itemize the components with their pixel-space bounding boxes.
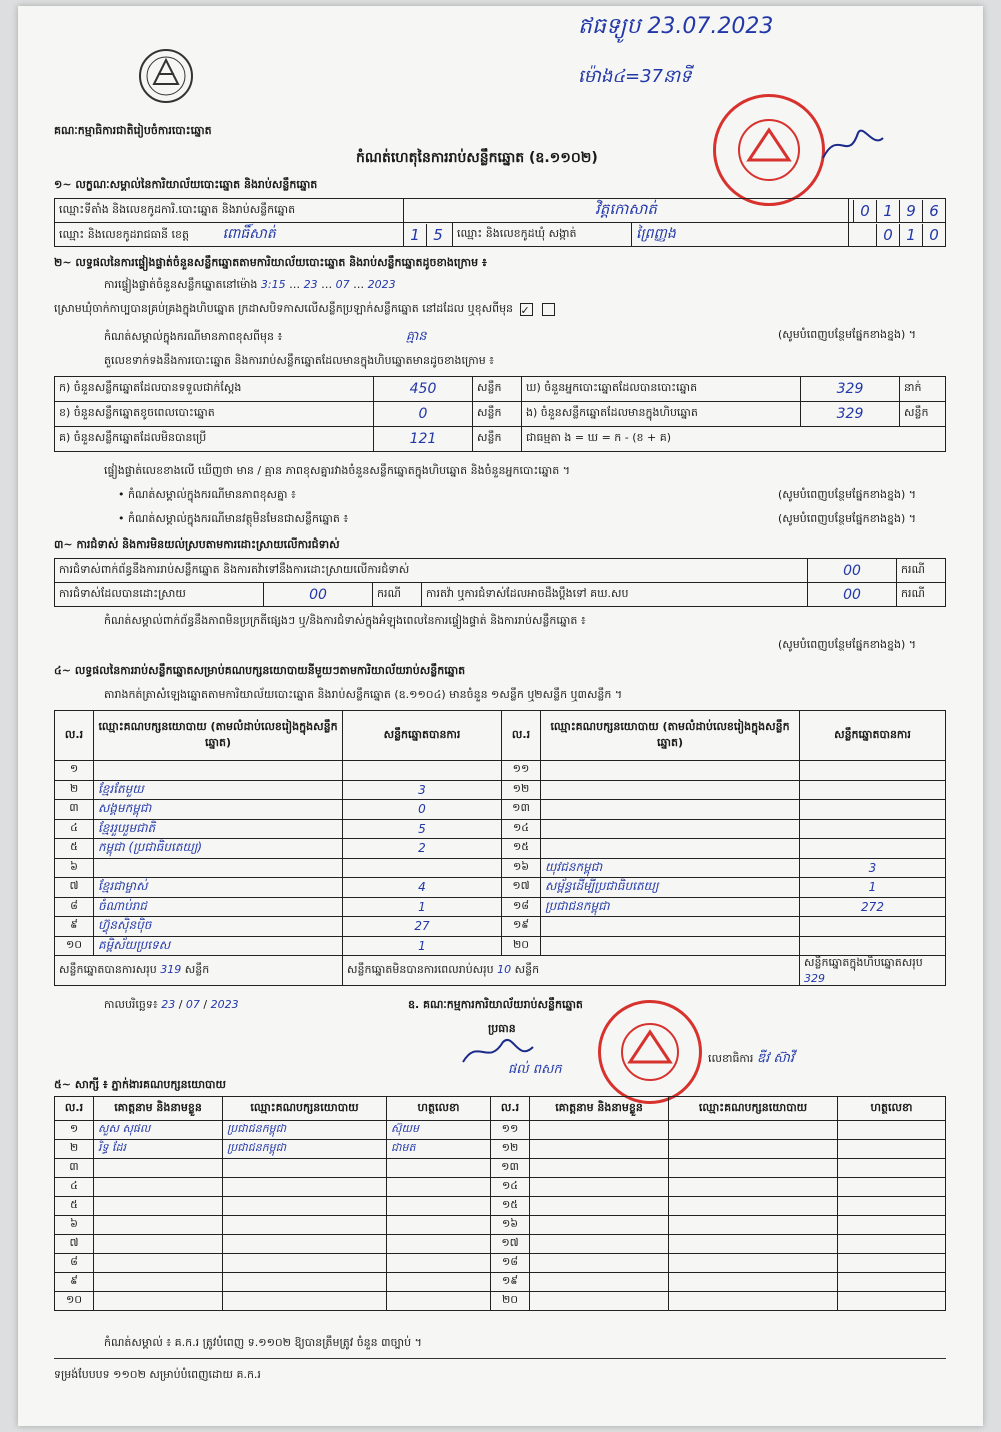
col-no: ល.រ bbox=[55, 1097, 94, 1121]
irregularities-note: កំណត់សម្គាល់ពាក់ព័ន្ធនឹងភាពមិនប្រក្រតីផ្សេងៗ ឬ/និងការជំទាស់ក្នុងអំឡុងពេលនៃការផ្ទៀងផ្ទាត់ និងការរាប់សន្លឹកឆ្នោត ៖ bbox=[104, 614, 586, 627]
witness-party bbox=[669, 1140, 838, 1159]
witness-number: ១២ bbox=[491, 1140, 530, 1159]
figure-value: 329 bbox=[801, 402, 900, 427]
location-value: វិត្តកោសាត់ bbox=[404, 199, 849, 223]
figure-label: ឃ) ចំនួនអ្នកបោះឆ្នោតដែលបានបោះឆ្នោត bbox=[522, 377, 801, 402]
date-day: 23 bbox=[161, 998, 176, 1011]
location-label: ឈ្មោះទីតាំង និងលេខកូដការិ.បោះឆ្នោត និងរាប់សន្លឹកឆ្នោត bbox=[55, 199, 404, 223]
results-row bbox=[55, 917, 946, 937]
witness-signature bbox=[838, 1273, 946, 1292]
witness-name bbox=[94, 1159, 223, 1178]
witness-name bbox=[530, 1178, 669, 1197]
figure-label: ខ) ចំនួនសន្លឹកឆ្នោតខូចពេលបោះឆ្នោត bbox=[55, 402, 374, 427]
footer-divider bbox=[54, 1358, 946, 1359]
col-name: គោត្តនាម និងនាមខ្លួន bbox=[530, 1097, 669, 1121]
witness-signature bbox=[387, 1254, 491, 1273]
sum-valid-cell: សន្លឹកឆ្នោតបានការសរុប 319 សន្លឹក bbox=[55, 956, 343, 986]
figure-unit: សន្លឹក bbox=[900, 402, 946, 427]
witness-party bbox=[223, 1159, 387, 1178]
party-votes bbox=[343, 761, 502, 781]
witness-row bbox=[55, 1121, 946, 1140]
date-month: 07 bbox=[185, 998, 200, 1011]
party-votes: 27 bbox=[343, 917, 502, 937]
party-number: ១៤ bbox=[502, 819, 541, 839]
appeal-unit: ករណី bbox=[897, 583, 946, 607]
party-name: សង្គមកម្ពុជា bbox=[94, 800, 343, 820]
results-row bbox=[55, 839, 946, 859]
witness-row bbox=[55, 1197, 946, 1216]
results-row bbox=[55, 878, 946, 898]
witness-party bbox=[223, 1273, 387, 1292]
official-stamp-top bbox=[713, 94, 825, 206]
witness-party bbox=[223, 1254, 387, 1273]
section2-heading: ២~ លទ្ធផលនៃការផ្ទៀងផ្ទាត់ចំនួនសន្លឹកឆ្នោតតាមការិយាល័យបោះឆ្នោត និងរាប់សន្លឹកឆ្នោតដូចខាងក្រោម ៖ bbox=[54, 256, 487, 269]
party-name: យុវជនកម្ពុជា bbox=[541, 858, 800, 878]
signature-top bbox=[818, 118, 888, 172]
chief-label: ប្រធាន bbox=[488, 1022, 516, 1035]
section3-heading: ៣~ ការជំទាស់ និងការមិនយល់ស្របតាមការដោះស្រាយលើការជំទាស់ bbox=[54, 538, 340, 551]
witness-number: ១៦ bbox=[491, 1216, 530, 1235]
witness-row bbox=[55, 1140, 946, 1159]
witness-number: ១៨ bbox=[491, 1254, 530, 1273]
complaints-unit: ករណី bbox=[897, 559, 946, 583]
figure-unit: សន្លឹក bbox=[473, 427, 522, 452]
col-party: ឈ្មោះគណបក្សនយោបាយ (តាមលំដាប់លេខរៀងក្នុងសន្លឹកឆ្នោត) bbox=[94, 711, 343, 761]
figure-label: ក) ចំនួនសន្លឹកឆ្នោតដែលបានទទួលជាក់ស្តែង bbox=[55, 377, 374, 402]
appeal-label: ការតវ៉ា ឬការជំទាស់ដែលអាចដឹងប្តឹងទៅ គឃ.សប bbox=[422, 583, 808, 607]
party-name: ហ៊្វុនស៊ិនប៉ិច bbox=[94, 917, 343, 937]
bullet-foreign-objects: • កំណត់សម្គាល់ក្នុងករណីមានវត្ថុមិនមែនជាសន្លឹកឆ្នោត ៖ bbox=[118, 512, 349, 525]
witness-signature bbox=[387, 1178, 491, 1197]
party-votes bbox=[800, 839, 946, 859]
resolved-value: 00 bbox=[264, 583, 373, 607]
committee-label: ឧ. គណៈកម្មការការិយាល័យរាប់សន្លឹកឆ្នោត bbox=[408, 998, 583, 1011]
party-number: ១០ bbox=[55, 936, 94, 956]
col-party: ឈ្មោះគណបក្សនយោបាយ bbox=[223, 1097, 387, 1121]
witness-party bbox=[223, 1235, 387, 1254]
party-name: សម្ព័ន្ធដើម្បីប្រជាធិបតេយ្យ bbox=[541, 878, 800, 898]
witness-party bbox=[669, 1178, 838, 1197]
witness-number: ១០ bbox=[55, 1292, 94, 1311]
witness-party bbox=[223, 1178, 387, 1197]
location-code-digit: 6 bbox=[922, 200, 945, 222]
location-code-digit: 1 bbox=[876, 200, 899, 222]
location-code-digit: 0 bbox=[853, 200, 876, 222]
witness-name: សួស សុផល bbox=[94, 1121, 223, 1140]
col-no: ល.រ bbox=[55, 711, 94, 761]
party-votes: 5 bbox=[343, 819, 502, 839]
form-title: កំណត់ហេតុនៃការរាប់សន្លឹកឆ្នោត (ឧ.១១០២) bbox=[356, 150, 598, 166]
figure-value: 0 bbox=[374, 402, 473, 427]
verification-day: 23 bbox=[303, 278, 318, 291]
party-name bbox=[94, 761, 343, 781]
changed-checkbox[interactable] bbox=[542, 303, 555, 316]
witness-name bbox=[530, 1140, 669, 1159]
sum-box-value: 329 bbox=[804, 972, 825, 985]
party-name bbox=[541, 761, 800, 781]
received-time-note: ម៉ោង៤=37នាទី bbox=[578, 66, 692, 87]
commune-code-digit: 0 bbox=[876, 224, 899, 246]
witness-number: ១៤ bbox=[491, 1178, 530, 1197]
witness-party bbox=[669, 1121, 838, 1140]
witness-name bbox=[530, 1254, 669, 1273]
witness-name bbox=[530, 1197, 669, 1216]
party-number: ១៥ bbox=[502, 839, 541, 859]
witness-signature: ស៊ុយម bbox=[387, 1121, 491, 1140]
witness-name bbox=[530, 1273, 669, 1292]
witness-party: ប្រជាជនកម្ពុជា bbox=[223, 1140, 387, 1159]
party-votes: 2 bbox=[343, 839, 502, 859]
party-votes bbox=[800, 819, 946, 839]
section1-heading: ១~ លក្ខណៈសម្គាល់នៃការិយាល័យបោះឆ្នោត និងរាប់សន្លឹកឆ្នោត bbox=[54, 178, 318, 191]
party-votes: 272 bbox=[800, 897, 946, 917]
witness-row bbox=[55, 1216, 946, 1235]
witness-number: ១៩ bbox=[491, 1273, 530, 1292]
witness-name bbox=[530, 1235, 669, 1254]
witness-signature bbox=[838, 1159, 946, 1178]
figures-row bbox=[55, 377, 946, 402]
witness-number: ៣ bbox=[55, 1159, 94, 1178]
party-name: ប្រជាជនកម្ពុជា bbox=[541, 897, 800, 917]
witness-name bbox=[94, 1273, 223, 1292]
unchanged-checkbox[interactable]: ✓ bbox=[520, 303, 533, 316]
col-votes: សន្លឹកឆ្នោតបានការ bbox=[343, 711, 502, 761]
witness-number: ៤ bbox=[55, 1178, 94, 1197]
witness-signature bbox=[387, 1292, 491, 1311]
witness-name bbox=[530, 1159, 669, 1178]
party-name: ខ្មែររួបរួមជាតិ bbox=[94, 819, 343, 839]
party-votes: 3 bbox=[343, 780, 502, 800]
col-no: ល.រ bbox=[502, 711, 541, 761]
results-intro: តារាងកត់ត្រាសំឡេងឆ្នោតតាមការិយាល័យបោះឆ្នោត និងរាប់សន្លឹកឆ្នោត (ឧ.១១០៤) មានចំនួន ១សន្លឹក ឬ២សន្លឹក ឬ៣សន្លឹក ។ bbox=[104, 688, 623, 701]
witness-number: ១៥ bbox=[491, 1197, 530, 1216]
witness-name bbox=[94, 1254, 223, 1273]
witness-name bbox=[530, 1216, 669, 1235]
witness-signature bbox=[838, 1216, 946, 1235]
witness-row bbox=[55, 1178, 946, 1197]
complaints-label: ការជំទាស់ពាក់ព័ន្ធនឹងការរាប់សន្លឹកឆ្នោត និងការតវ៉ាទៅនឹងការដោះស្រាយលើការជំទាស់ bbox=[55, 559, 808, 583]
witness-name bbox=[94, 1235, 223, 1254]
col-party: ឈ្មោះគណបក្សនយោបាយ (តាមលំដាប់លេខរៀងក្នុងសន្លឹកឆ្នោត) bbox=[541, 711, 800, 761]
section5-heading: ៥~ សាក្សី ៖ ភ្នាក់ងារគណបក្សនយោបាយ bbox=[54, 1078, 227, 1091]
col-sign: ហត្ថលេខា bbox=[387, 1097, 491, 1121]
commune-value: ព្រៃញ្ញង bbox=[632, 223, 849, 247]
party-number: ១៩ bbox=[502, 917, 541, 937]
party-name: កម្ពុជា (ប្រជាធិបតេយ្យ) bbox=[94, 839, 343, 859]
section4-heading: ៤~ លទ្ធផលនៃការរាប់សន្លឹកឆ្នោតសម្រាប់គណបក្សនយោបាយនីមួយៗតាមការិយាល័យរាប់សន្លឹកឆ្នោត bbox=[54, 664, 466, 677]
verification-time: 3:15 bbox=[260, 278, 286, 291]
figures-table bbox=[54, 376, 946, 452]
witness-number: ៥ bbox=[55, 1197, 94, 1216]
resolved-unit: ករណី bbox=[373, 583, 422, 607]
figure-unit: សន្លឹក bbox=[473, 402, 522, 427]
chief-signature bbox=[458, 1032, 538, 1076]
witness-party bbox=[223, 1197, 387, 1216]
witness-signature bbox=[387, 1197, 491, 1216]
date-year: 2023 bbox=[210, 998, 239, 1011]
party-number: ១៣ bbox=[502, 800, 541, 820]
witness-party bbox=[669, 1273, 838, 1292]
commune-code bbox=[849, 223, 946, 247]
party-name bbox=[541, 936, 800, 956]
compare-line: ផ្ទៀងផ្ទាត់លេខខាងលើ ឃើញថា មាន / គ្មាន ភាពខុសគ្នារវាងចំនួនសន្លឹកឆ្នោតក្នុងហិបឆ្នោត និងចំនួនអ្នកបោះឆ្នោត ។ bbox=[104, 464, 570, 477]
party-votes: 0 bbox=[343, 800, 502, 820]
figure-label: គ) ចំនួនសន្លឹកឆ្នោតដែលមិនបានប្រើ bbox=[55, 427, 374, 452]
party-name bbox=[541, 819, 800, 839]
province-code bbox=[404, 223, 453, 247]
party-name bbox=[541, 917, 800, 937]
col-votes: សន្លឹកឆ្នោតបានការ bbox=[800, 711, 946, 761]
party-number: ១៧ bbox=[502, 878, 541, 898]
witness-number: ១១ bbox=[491, 1121, 530, 1140]
verification-year: 2023 bbox=[367, 278, 396, 291]
witness-number: ១៣ bbox=[491, 1159, 530, 1178]
party-name: គម្ពិស័យប្រទេស bbox=[94, 936, 343, 956]
witness-name bbox=[94, 1216, 223, 1235]
witness-party bbox=[669, 1292, 838, 1311]
party-votes bbox=[800, 780, 946, 800]
sum-invalid-cell: សន្លឹកឆ្នោតមិនបានការពេលរាប់សរុប 10 សន្លឹក bbox=[343, 956, 800, 986]
witness-signature bbox=[838, 1121, 946, 1140]
results-row bbox=[55, 780, 946, 800]
received-date-note: ឥធទ្យូប 23.07.2023 bbox=[578, 14, 774, 39]
witness-row bbox=[55, 1273, 946, 1292]
party-votes: 1 bbox=[343, 936, 502, 956]
witness-row bbox=[55, 1235, 946, 1254]
party-name: ខ្មែរតែមួយ bbox=[94, 780, 343, 800]
irregularities-suffix: (សូមបំពេញបន្ថែមផ្នែកខាងខ្នង) ។ bbox=[778, 638, 917, 651]
party-number: ៣ bbox=[55, 800, 94, 820]
witness-row bbox=[55, 1159, 946, 1178]
witness-number: ៧ bbox=[55, 1235, 94, 1254]
party-votes: 1 bbox=[800, 878, 946, 898]
figures-intro: តួលេខទាក់ទងនឹងការបោះឆ្នោត និងការរាប់សន្លឹកឆ្នោតដែលមានក្នុងហិបឆ្នោតមានដូចខាងក្រោម ៖ bbox=[104, 354, 495, 367]
witness-signature: ជាមត bbox=[387, 1140, 491, 1159]
province-value: ពោធិ៍សាត់ bbox=[222, 226, 276, 242]
party-number: ៤ bbox=[55, 819, 94, 839]
party-votes: 4 bbox=[343, 878, 502, 898]
party-name bbox=[94, 858, 343, 878]
witness-name bbox=[94, 1197, 223, 1216]
complaints-table bbox=[54, 558, 946, 607]
party-name bbox=[541, 839, 800, 859]
party-number: ២ bbox=[55, 780, 94, 800]
difference-note-value: គ្មាន bbox=[405, 329, 427, 344]
witness-party bbox=[669, 1235, 838, 1254]
witness-signature bbox=[838, 1140, 946, 1159]
party-name: ចំណាប់រាជ bbox=[94, 897, 343, 917]
witness-row bbox=[55, 1292, 946, 1311]
seal-status-line: ស្រោមឃុំចាក់កាប្បបានគ្រប់គ្រងក្នុងហិបឆ្នោត ក្រដាសបិទកាសលើសន្លឹកប្រឡាក់សន្លឹកឆ្នោត នៅដដែល ឬខុសពីមុន ✓ bbox=[54, 302, 558, 318]
figures-row bbox=[55, 427, 946, 452]
figures-row bbox=[55, 402, 946, 427]
party-number: ៦ bbox=[55, 858, 94, 878]
bullet-difference-suffix: (សូមបំពេញបន្ថែមផ្នែកខាងខ្នង) ។ bbox=[778, 488, 917, 501]
party-votes: 3 bbox=[800, 858, 946, 878]
witness-party bbox=[669, 1216, 838, 1235]
party-number: ១២ bbox=[502, 780, 541, 800]
witness-number: ១ bbox=[55, 1121, 94, 1140]
col-sign: ហត្ថលេខា bbox=[838, 1097, 946, 1121]
party-number: ១៨ bbox=[502, 897, 541, 917]
complaints-value: 00 bbox=[808, 559, 897, 583]
witness-party bbox=[669, 1159, 838, 1178]
results-row bbox=[55, 800, 946, 820]
commune-code-digit: 1 bbox=[899, 224, 922, 246]
results-table bbox=[54, 710, 946, 986]
party-votes bbox=[343, 858, 502, 878]
witness-signature bbox=[838, 1178, 946, 1197]
province-label: ឈ្មោះ និងលេខកូដរាជធានី ខេត្ត ពោធិ៍សាត់ bbox=[55, 223, 404, 247]
figure-value: 121 bbox=[374, 427, 473, 452]
results-row bbox=[55, 819, 946, 839]
party-number: ៨ bbox=[55, 897, 94, 917]
witness-number: ២ bbox=[55, 1140, 94, 1159]
col-no: ល.រ bbox=[491, 1097, 530, 1121]
formula-note: ជាធម្មតា ង = ឃ = ក - (ខ + គ) bbox=[522, 427, 946, 452]
witness-signature bbox=[838, 1197, 946, 1216]
results-row bbox=[55, 761, 946, 781]
witness-signature bbox=[387, 1235, 491, 1254]
witness-name bbox=[530, 1292, 669, 1311]
party-votes: 1 bbox=[343, 897, 502, 917]
party-number: ១៦ bbox=[502, 858, 541, 878]
results-row bbox=[55, 858, 946, 878]
sum-box-cell: សន្លឹកឆ្នោតក្នុងហិបឆ្នោតសរុប 329 bbox=[800, 956, 946, 986]
witness-number: ១៧ bbox=[491, 1235, 530, 1254]
appeal-value: 00 bbox=[808, 583, 897, 607]
results-row bbox=[55, 897, 946, 917]
witness-name: រិទ្ធ ដែរ bbox=[94, 1140, 223, 1159]
figure-unit: នាក់ bbox=[900, 377, 946, 402]
resolved-label: ការជំទាស់ដែលបានដោះស្រាយ bbox=[55, 583, 264, 607]
witness-party bbox=[223, 1292, 387, 1311]
party-number: ៥ bbox=[55, 839, 94, 859]
bullet-difference: • កំណត់សម្គាល់ក្នុងករណីមានភាពខុសគ្នា ៖ bbox=[118, 488, 296, 501]
verification-time-line: ការផ្ទៀងផ្ទាត់ចំនួនសន្លឹកឆ្នោតនៅម៉ោង 3:15 … 23 … 07 … 2023 bbox=[104, 278, 396, 291]
official-stamp-bottom bbox=[598, 1000, 702, 1104]
witness-signature bbox=[838, 1235, 946, 1254]
results-row bbox=[55, 936, 946, 956]
witness-signature bbox=[387, 1159, 491, 1178]
footnote: កំណត់សម្គាល់ ៖ គ.ក.រ ត្រូវបំពេញ ទ.១១០២ ឱ្យបានត្រឹមត្រូវ ចំនួន ៣ច្បាប់ ។ bbox=[104, 1336, 422, 1349]
commune-code-digit: 0 bbox=[922, 224, 945, 246]
province-code-digit: 1 bbox=[410, 225, 420, 244]
commune-label: ឈ្មោះ និងលេខកូដឃុំ សង្កាត់ bbox=[453, 223, 632, 247]
witness-name bbox=[94, 1292, 223, 1311]
witness-row bbox=[55, 1254, 946, 1273]
sum-invalid-value: 10 bbox=[497, 962, 512, 976]
figure-value: 329 bbox=[801, 377, 900, 402]
secretary-line: លេខាធិការ ឌីវ ស៊ាវី bbox=[708, 1051, 795, 1066]
witness-signature bbox=[387, 1216, 491, 1235]
secretary-name: ឌីវ ស៊ាវី bbox=[756, 1051, 795, 1066]
witness-number: ៦ bbox=[55, 1216, 94, 1235]
witness-name bbox=[94, 1178, 223, 1197]
witness-number: ២០ bbox=[491, 1292, 530, 1311]
party-number: ១១ bbox=[502, 761, 541, 781]
party-number: ១ bbox=[55, 761, 94, 781]
date-line: កាលបរិច្ឆេទ៖ 23 / 07 / 2023 bbox=[104, 998, 239, 1011]
difference-note-suffix: (សូមបំពេញបន្ថែមផ្នែកខាងខ្នង) ។ bbox=[778, 328, 917, 341]
location-code-digit: 9 bbox=[899, 200, 922, 222]
witness-party bbox=[223, 1216, 387, 1235]
party-number: ៩ bbox=[55, 917, 94, 937]
nec-emblem-icon bbox=[136, 44, 196, 104]
chief-name: ផល់ ពសក bbox=[508, 1062, 562, 1077]
witness-name bbox=[530, 1121, 669, 1140]
section1-table bbox=[54, 198, 946, 247]
party-votes bbox=[800, 761, 946, 781]
sum-valid-value: 319 bbox=[160, 962, 182, 976]
col-name: គោត្តនាម និងនាមខ្លួន bbox=[94, 1097, 223, 1121]
bullet-foreign-suffix: (សូមបំពេញបន្ថែមផ្នែកខាងខ្នង) ។ bbox=[778, 512, 917, 525]
witness-party: ប្រជាជនកម្ពុជា bbox=[223, 1121, 387, 1140]
witness-table bbox=[54, 1096, 946, 1311]
difference-note-line: កំណត់សម្គាល់ក្នុងករណីមានភាពខុសពីមុន ៖ គ្មាន bbox=[104, 329, 427, 344]
witness-party bbox=[669, 1197, 838, 1216]
party-number: ៧ bbox=[55, 878, 94, 898]
witness-number: ៨ bbox=[55, 1254, 94, 1273]
figure-label: ង) ចំនួនសន្លឹកឆ្នោតដែលមានក្នុងហិបឆ្នោត bbox=[522, 402, 801, 427]
witness-number: ៩ bbox=[55, 1273, 94, 1292]
witness-signature bbox=[387, 1273, 491, 1292]
figure-unit: សន្លឹក bbox=[473, 377, 522, 402]
party-votes bbox=[800, 936, 946, 956]
party-name bbox=[541, 780, 800, 800]
party-name bbox=[541, 800, 800, 820]
form-footer: ទម្រង់បែបបទ ១១០២ សម្រាប់បំពេញដោយ គ.ក.រ bbox=[54, 1368, 261, 1381]
party-votes bbox=[800, 800, 946, 820]
figure-value: 450 bbox=[374, 377, 473, 402]
verification-month: 07 bbox=[335, 278, 350, 291]
organization-name: គណៈកម្មាធិការជាតិរៀបចំការបោះឆ្នោត bbox=[54, 124, 212, 137]
col-party: ឈ្មោះគណបក្សនយោបាយ bbox=[669, 1097, 838, 1121]
province-code-digit: 5 bbox=[426, 224, 449, 246]
document-page bbox=[18, 6, 983, 1426]
party-name: ខ្មែរជាម្ចាស់ bbox=[94, 878, 343, 898]
party-number: ២០ bbox=[502, 936, 541, 956]
party-votes bbox=[800, 917, 946, 937]
witness-party bbox=[669, 1254, 838, 1273]
witness-signature bbox=[838, 1292, 946, 1311]
witness-signature bbox=[838, 1254, 946, 1273]
location-code bbox=[849, 199, 946, 223]
